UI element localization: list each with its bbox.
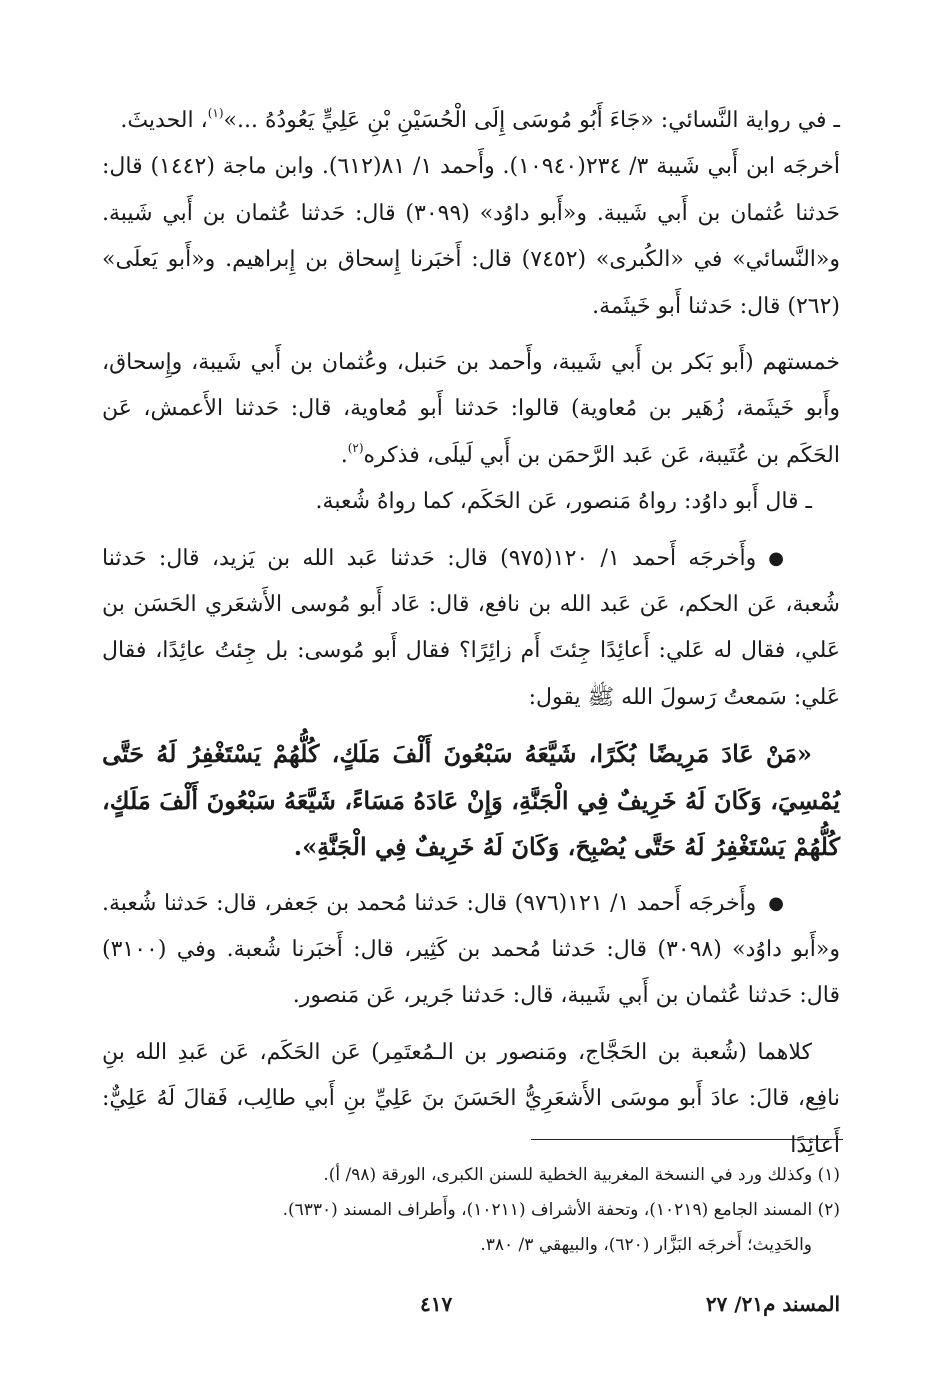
volume-signature: المسند م٢١/ ٢٧ xyxy=(705,1292,840,1316)
bullet-icon: ● xyxy=(768,547,784,569)
paragraph-abu-dawud-note: ـ قال أَبو داوُد: رواهُ مَنصور، عَن الحَكَم، كما رواهُ شُعبة. xyxy=(315,489,812,515)
hadith-text: «مَنْ عَادَ مَرِيضًا بُكَرًا، شَيَّعَهُ سَبْعُونَ أَلْفَ مَلَكٍ، كُلُّهُمْ يَسْتَغْفِرُ لَهُ حَتَّى يُمْسِيَ، وَكَانَ لَهُ خَرِيفٌ فِي الْجَنَّةِ، وَإِنْ عَادَهُ مَسَاءً، شَيَّعَهُ سَبْعُونَ أَلْفَ مَلَكٍ، كُلُّهُمْ يَسْتَغْفِرُ لَهُ حَتَّى يُصْبِحَ، وَكَانَ لَهُ خَرِيفٌ فِي الْجَنَّةِ». xyxy=(102,739,840,862)
bullet-icon: ● xyxy=(768,892,784,914)
page-footer xyxy=(102,1292,840,1326)
footnote-ref-2[interactable]: (٢) xyxy=(347,440,364,455)
main-text xyxy=(102,98,840,1169)
paragraph-takhrij-3: ●وأَخرجَه أَحمد ١/ ١٢١(٩٧٦) قال: حَدثنا مُحمد بن جَعفر، قال: حَدثنا شُعبة. و«أَبو داوُد» (٣٠٩٨) قال: حَدثنا مُحمد بن كَثِير، قال: أَخبَرنا شُعبة. وفي (٣١٠٠) قال: حَدثنا عُثمان بن أَبي شَيبة، قال: حَدثنا جَرير، عَن مَنصور. xyxy=(102,881,840,1020)
paragraph-takhrij-2: ●وأَخرجَه أَحمد ١/ ١٢٠(٩٧٥) قال: حَدثنا عَبد الله بن يَزيد، قال: حَدثنا شُعبة، عَن الحكم، عَن عَبد الله بن نافع، قال: عَاد أَبو مُوسى الأَشعَري الحَسَن بن عَلي، فقال له عَلي: أَعائِدًا جِئتَ أَم زائِرًا؟ فقال أَبو مُوسى: بل جِئتُ عائِدًا، فقال عَلي: سَمعتُ رَسولَ الله ﷺ يقول: xyxy=(102,536,840,722)
footnotes xyxy=(102,1158,840,1263)
footnote-2: (٢) المسند الجامع (١٠٢١٩)، وتحفة الأشراف (١٠٢١١)، وأَطراف المسند (٦٣٣٠). xyxy=(282,1200,840,1220)
footnote-divider xyxy=(531,1139,843,1140)
footnote-ref-1[interactable]: (١) xyxy=(207,106,224,120)
page-number: ٤١٧ xyxy=(420,1292,453,1316)
paragraph-nasai-narration: ـ في رواية النَّسائي: «جَاءَ أَبُو مُوسَى إِلَى الْحُسَيْنِ بْنِ عَلِيٍّ يَعُودُهُ ...»$^{(١)}$، الحديثَ. xyxy=(120,106,840,133)
footnote-1: (١) وكذلك ورد في النسخة المغربية الخطية للسنن الكبرى، الورقة (٩٨/ أ). xyxy=(323,1165,840,1185)
paragraph-isnad-1: خمستهم (أَبو بَكر بن أَبي شَيبة، وأَحمد بن حَنبل، وعُثمان بن أَبي شَيبة، وإِسحاق، وأَبو خَيثَمة، زُهَير بن مُعاوية) قالوا: حَدثنا أَبو مُعاوية، قال: حَدثنا الأَعمش، عَن الحَكَم بن عُتَيبة، عَن عَبد الرَّحمَن بن أَبي لَيلَى، فذكره$^{(٢)}$. xyxy=(102,350,840,468)
footnote-2-continuation: والحَدِيث؛ أَخرجَه البَزَّار (٦٢٠)، والبيهقي ٣/ ٣٨٠. xyxy=(480,1235,812,1255)
paragraph-takhrij-1: أخرجَه ابن أَبي شَيبة ٣/ ٢٣٤(١٠٩٤٠). وأَحمد ١/ ٨١(٦١٢). وابن ماجة (١٤٤٢) قال: حَدثنا عُثمان بن أَبي شَيبة. و«أَبو داوُد» (٣٠٩٩) قال: حَدثنا عُثمان بن أَبي شَيبة. و«النَّسائي» في «الكُبرى» (٧٤٥٢) قال: أَخبَرنا إِسحاق بن إِبراهيم. و«أَبو يَعلَى» (٢٦٢) قال: حَدثنا أَبو خَيثَمة. xyxy=(102,154,841,319)
paragraph-isnad-2: كلاهما (شُعبة بن الحَجَّاج، ومَنصور بن الـمُعتَمِر) عَن الحَكَم، عَن عَبدِ الله بنِ نافِع، قالَ: عادَ أَبو موسَى الأَشعَرِيُّ الحَسَنَ بنَ عَلِيِّ بنِ أَبي طالِب، فَقالَ لَهُ عَلِيٌّ: أَعائِدًا xyxy=(102,1039,840,1158)
